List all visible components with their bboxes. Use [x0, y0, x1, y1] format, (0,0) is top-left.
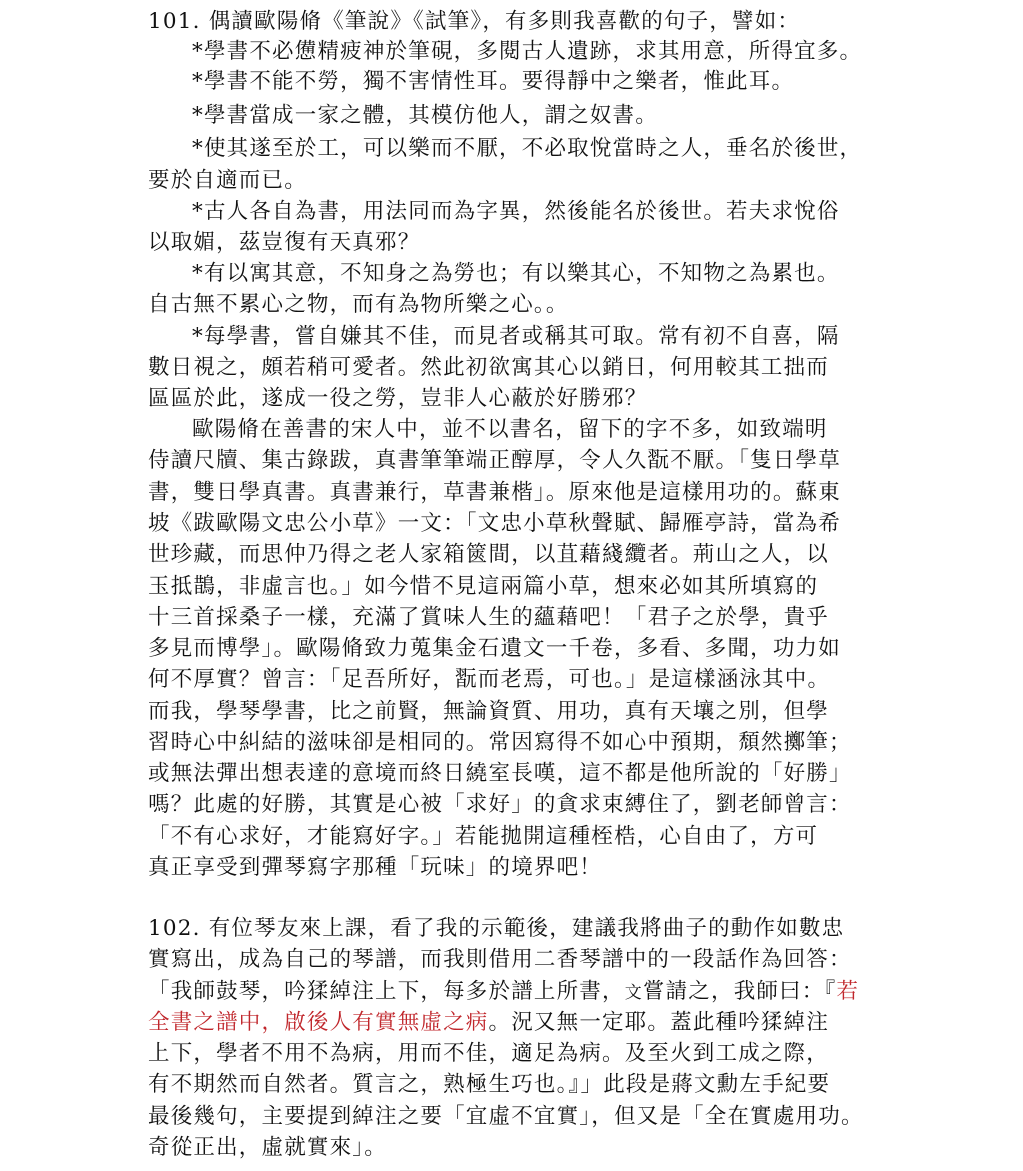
quote-line: 以取媚，茲豈復有天真邪？ — [148, 230, 421, 255]
highlighted-text: 若 — [836, 979, 860, 1004]
paragraph-line: 或無法彈出想表達的意境而終日繞室長嘆，這不都是他所說的「好勝」 — [148, 761, 852, 786]
paragraph-line: 書，雙日學真書。真書兼行，草書兼楷」。原來他是這樣用功的。蘇東 — [148, 480, 841, 505]
quote-line: 自古無不累心之物，而有為物所樂之心。。 — [148, 292, 569, 317]
paragraph-line: 而我，學琴學書，比之前賢，無論資質、用功，真有天壤之別，但學 — [148, 699, 830, 724]
paragraph-line: 習時心中糾結的滋味卻是相同的。常因寫得不如心中預期，頹然擲筆； — [148, 730, 852, 755]
paragraph-line: 奇從正出，虛就實來」。 — [148, 1135, 387, 1160]
section-101-line-1: 101. 偶讀歐陽脩《筆說》《試筆》，有多則我喜歡的句子，譬如： — [148, 9, 801, 34]
paragraph-line: 「我師鼓琴，吟猱綽注上下，每多於譜上所書，文嘗請之，我師曰：『若 — [148, 979, 860, 1004]
paragraph-line: 有不期然而自然者。質言之，熟極生巧也。』」此段是蔣文勳左手紀要 — [148, 1072, 831, 1097]
quote-line: *學書不能不勞，獨不害情性耳。要得靜中之樂者，惟此耳。 — [192, 69, 795, 94]
quote-line: *古人各自為書，用法同而為字異，然後能名於後世。若夫求悅俗 — [192, 199, 840, 224]
paragraph-line: 玉抵鵲，非虛言也。」如今惜不見這兩篇小草，想來必如其所填寫的 — [148, 574, 819, 599]
paragraph-line: 上下，學者不用不為病，用而不佳，適足為病。及至火到工成之際， — [148, 1041, 830, 1066]
paragraph-line: 侍讀尺牘、集古錄跋，真書筆筆端正醇厚，令人久翫不厭。「隻日學草 — [148, 448, 841, 473]
paragraph-line: 最後幾句，主要提到綽注之要「宜虛不宜實」，但又是「全在實處用功。 — [148, 1104, 864, 1129]
paragraph-line: 「不有心求好，才能寫好字。」若能拋開這種桎梏，心自由了，方可 — [148, 824, 819, 849]
paragraph-line: 全書之譜中，啟後人有實無虛之病。況又無一定耶。蓋此種吟猱綽注 — [148, 1010, 830, 1035]
quote-line: 要於自適而已。 — [148, 168, 307, 193]
paragraph-line: 歐陽脩在善書的宋人中，並不以書名，留下的字不多，如致端明 — [192, 417, 828, 442]
quote-line: *學書不必憊精疲神於筆硯，多閱古人遺跡，求其用意，所得宜多。 — [192, 39, 863, 64]
quote-line: *學書當成一家之體，其模仿他人，謂之奴書。 — [192, 103, 658, 128]
quote-line: *有以寓其意，不知身之為勞也；有以樂其心，不知物之為累也。 — [192, 261, 840, 286]
section-102-line-1: 102. 有位琴友來上課，看了我的示範後，建議我將曲子的動作如數忠 — [148, 916, 845, 941]
paragraph-line: 真正享受到彈琴寫字那種「玩味」的境界吧！ — [148, 855, 603, 880]
paragraph-line: 坡《跋歐陽文忠公小草》一文：「文忠小草秋聲賦、歸雁亭詩，當為希 — [148, 511, 841, 536]
paragraph-line: 十三首採桑子一樣，充滿了賞味人生的蘊藉吧！「君子之於學，貴乎 — [148, 605, 830, 630]
paragraph-line: 何不厚實？曾言：「足吾所好，翫而老焉，可也。」是這樣涵泳其中。 — [148, 667, 831, 692]
quote-line: *每學書，嘗自嫌其不佳，而見者或稱其可取。常有初不自喜，隔 — [192, 324, 840, 349]
section-number: 102. — [148, 916, 201, 941]
highlighted-text: 全書之譜中，啟後人有實無虛之病 — [148, 1010, 489, 1035]
paragraph-line: 嗎？此處的好勝，其實是心被「求好」的貪求束縛住了，劉老師曾言： — [148, 792, 852, 817]
paragraph-line: 世珍藏，而思仲乃得之老人家箱篋間，以苴藉綫纜者。荊山之人，以 — [148, 542, 830, 567]
quote-line: 區區於此，遂成一役之勞，豈非人心蔽於好勝邪？ — [148, 386, 648, 411]
quote-line: 數日視之，頗若稍可愛者。然此初欲寓其心以銷日，何用較其工拙而 — [148, 355, 830, 380]
section-number: 101. — [148, 9, 201, 34]
small-char: 文 — [624, 983, 643, 1003]
quote-line: *使其遂至於工，可以樂而不厭，不必取悅當時之人，垂名於後世， — [192, 136, 863, 161]
paragraph-line: 實寫出，成為自己的琴譜，而我則借用二香琴譜中的一段話作為回答： — [148, 947, 852, 972]
paragraph-line: 多見而博學」。歐陽脩致力蒐集金石遺文一千卷，多看、多聞，功力如 — [148, 636, 841, 661]
